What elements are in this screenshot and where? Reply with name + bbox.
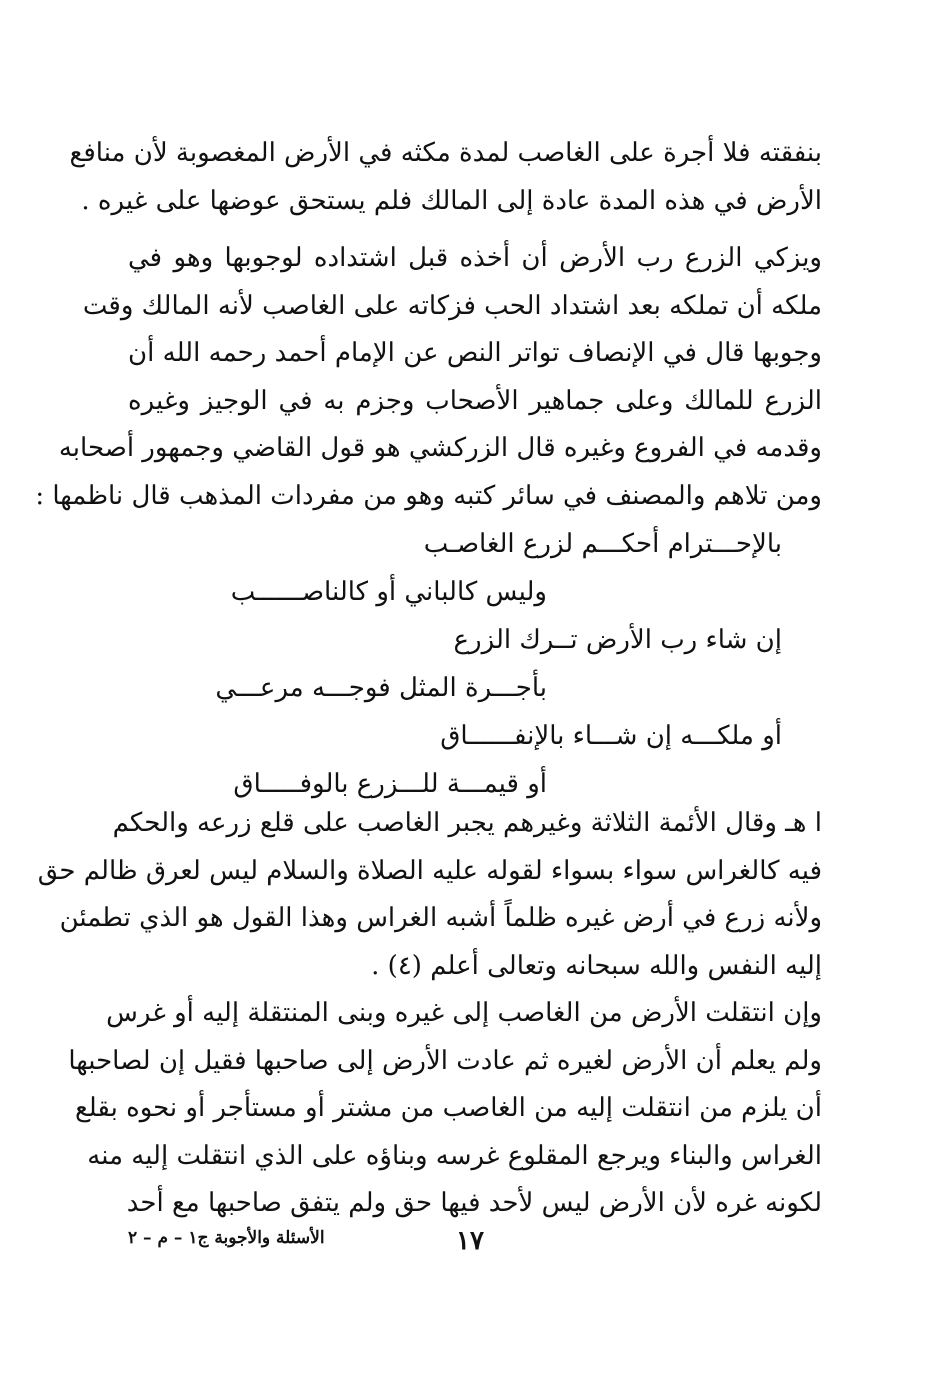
text-line: لكونه غره لأن الأرض ليس لأحد فيها حق ولم يتفق صاحبها مع أحد: [126, 1188, 822, 1218]
text-line: بنفقته فلا أجرة على الغاصب لمدة مكثه في الأرض المغصوبة لأن منافع: [69, 138, 822, 168]
text-line: ولم يعلم أن الأرض لغيره ثم عادت الأرض إلى صاحبها فقيل إن لصاحبها: [68, 1045, 822, 1076]
text-line: وقدمه في الفروع وغيره قال الزركشي هو قول القاضي وجمهور أصحابه: [58, 433, 822, 463]
poem-verse: بالإحـــترام أحكـــم لزرع الغاصـب: [423, 529, 782, 559]
paragraph-4: [68, 990, 822, 1228]
text-line: الزرع للمالك وعلى جماهير الأصحاب وجزم به في الوجيز وغيره: [128, 385, 822, 416]
poem-verse: وليس كالباني أو كالناصــــــب: [230, 577, 547, 607]
poem-verse: بأجـــرة المثل فوجـــه مرعـــي: [215, 673, 547, 703]
text-line: ولأنه زرع في أرض غيره ظلماً أشبه الغراس وهذا القول هو الذي تطمئن: [59, 903, 822, 933]
text-line: الأرض في هذه المدة عادة إلى المالك فلم يستحق عوضها على غيره .: [81, 185, 822, 216]
text-line: إليه النفس والله سبحانه وتعالى أعلم (٤) .: [371, 950, 822, 981]
text-line: فيه كالغراس سواء بسواء لقوله عليه الصلاة والسلام ليس لعرق ظالم حق: [37, 855, 822, 886]
text-line: أن يلزم من انتقلت إليه من الغاصب من مشتر أو مستأجر أو نحوه بقلع: [74, 1093, 822, 1123]
text-line: وإن انتقلت الأرض من الغاصب إلى غيره وبنى المنتقلة إليه أو غرس: [106, 998, 822, 1028]
text-line: ومن تلاهم والمصنف في سائر كتبه وهو من مفردات المذهب قال ناظمها :: [35, 480, 822, 511]
poem-verse: أو ملكـــه إن شـــاء بالإنفــــــاق: [440, 721, 782, 751]
poem-verse: إن شاء رب الأرض تــرك الزرع: [453, 625, 782, 655]
paragraph-1: [69, 130, 822, 225]
text-line: ملكه أن تملكه بعد اشتداد الحب فزكاته على الغاصب لأنه المالك وقت: [82, 290, 822, 321]
poem-verse: أو قيمـــة للـــزرع بالوفـــــاق: [233, 769, 547, 799]
text-line: ا هـ وقال الأئمة الثلاثة وغيرهم يجبر الغاصب على قلع زرعه والحكم: [112, 808, 822, 838]
text-line: الغراس والبناء ويرجع المقلوع غرسه وبناؤه على الذي انتقلت إليه منه: [87, 1140, 822, 1171]
text-line: ويزكي الزرع رب الأرض أن أخذه قبل اشتداده لوجوبها وهو في: [128, 243, 822, 273]
paragraph-3: [37, 800, 822, 990]
page-number: ١٧: [456, 1226, 484, 1256]
paragraph-2: [35, 235, 822, 520]
text-line: وجوبها قال في الإنصاف تواتر النص عن الإمام أحمد رحمه الله أن: [128, 338, 822, 368]
running-title: الأسئلة والأجوبة ج١ – م – ٢: [128, 1228, 325, 1248]
